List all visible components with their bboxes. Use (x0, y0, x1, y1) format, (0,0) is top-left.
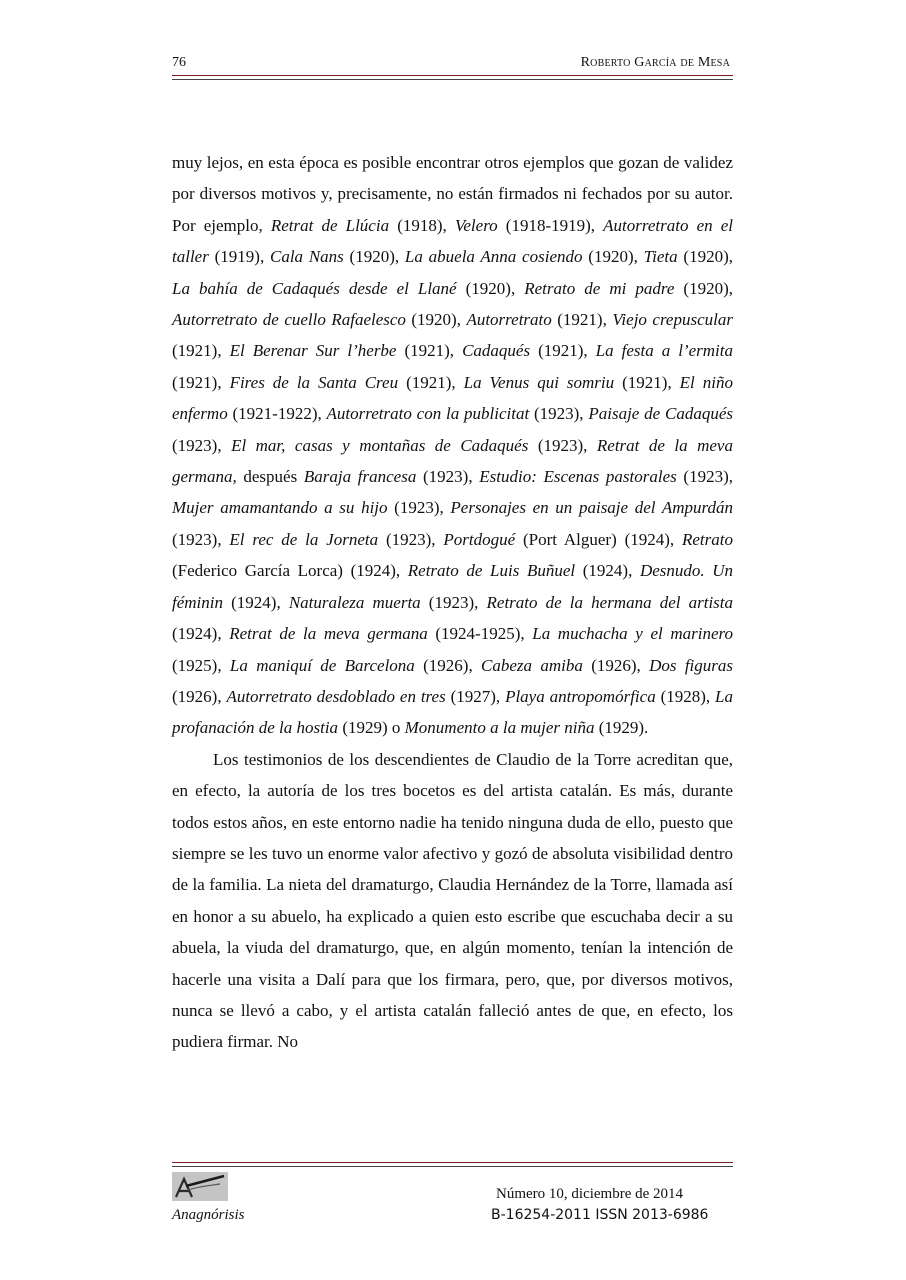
text-run: (1928), (655, 686, 716, 706)
footer-rule-bottom (172, 1166, 733, 1167)
journal-logo (172, 1172, 228, 1201)
text-run: (1929) o (338, 718, 405, 738)
artwork-title: Retrato de mi padre (524, 278, 675, 298)
text-run: (1924), (223, 592, 289, 612)
artwork-title: Mujer amamantando a su hijo (172, 498, 388, 518)
artwork-title: Cala Nans (269, 247, 344, 267)
text-run: (1923), (420, 592, 487, 612)
header-rule-top (172, 75, 733, 76)
artwork-title: Autorretrato desdoblado en tres (226, 686, 446, 706)
text-run: (1924), (172, 624, 230, 644)
text-run: (1923), (529, 404, 589, 424)
artwork-title: Autorretrato (466, 310, 552, 330)
text-run: (1921-1922), (227, 404, 327, 424)
text-run: (1921), (396, 341, 463, 361)
text-run: (1924-1925), (427, 624, 533, 644)
text-run: (1923), (172, 529, 230, 549)
text-run: (1921), (614, 372, 680, 392)
artwork-title: Autorretrato con la publicitat (326, 404, 530, 424)
text-run: (1924), (575, 561, 640, 581)
artwork-title: Autorretrato de cuello Rafaelesco (172, 310, 406, 330)
artwork-title: La bahía de Cadaqués desde el Llané (172, 278, 457, 298)
artwork-title: Estudio: Escenas pastorales (479, 467, 677, 487)
text-run: (1918), (389, 215, 455, 235)
text-run: (1920), (456, 278, 525, 298)
text-run: (1926), (582, 655, 650, 675)
body-text (172, 147, 733, 1058)
text-run: (1920), (677, 247, 734, 267)
artwork-title: Viejo crepuscular (612, 310, 733, 330)
text-run: (1923), (676, 467, 733, 487)
text-run: muy lejos, en esta época es posible encontrar otros ejemplos que gozan de validez por diversos motivos y, precisamente, no están firmados ni fechados por su autor. Por ejemplo, (172, 153, 733, 235)
artwork-title: La abuela Anna cosiendo (404, 247, 583, 267)
artwork-title: La maniquí de Barcelona (229, 655, 415, 675)
artwork-title: Playa antropomórfica (505, 686, 656, 706)
text-run: (1921), (172, 341, 230, 361)
text-run: (1923), (528, 435, 597, 455)
text-run: después (236, 467, 304, 487)
artwork-title: Retrato (682, 529, 733, 549)
artwork-title: Autorretrato en el taller (172, 215, 734, 267)
running-head-author: Roberto García de Mesa (580, 55, 730, 70)
artwork-title: Portdogué (443, 529, 516, 549)
artwork-title: El rec de la Jorneta (229, 529, 379, 549)
artwork-title: El Berenar Sur l’herbe (229, 341, 397, 361)
text-run: (1925), (172, 655, 230, 675)
text-run: (1923), (378, 529, 444, 549)
artwork-title: Retrat de la meva germana, (172, 435, 733, 487)
artwork-title: Dos figuras (649, 655, 733, 675)
text-run: (1920), (343, 247, 405, 267)
artwork-title: Desnudo. Un féminin (172, 561, 734, 612)
artwork-title: Monumento a la mujer niña (404, 718, 595, 738)
artwork-title: Baraja francesa (303, 467, 417, 487)
footer-journal-name: Anagnórisis (172, 1207, 245, 1223)
text-run: (1923), (416, 467, 480, 487)
artwork-title: Velero (454, 215, 498, 235)
text-run: (Port Alguer) (1924), (515, 529, 682, 549)
text-run: (Federico García Lorca) (1924), (172, 561, 408, 581)
paragraph-testimonies: Los testimonios de los descendientes de Claudio de la Torre acreditan que, en efecto, la autoría de los tres bocetos es del artista catalán. Es más, durante todos estos años, en este entorno nadie ha tenido ninguna duda de ello, puesto que siempre se les tuvo un enorme valor afectivo y gozó de absoluta visibilidad dentro de la familia. La nieta del dramaturgo, Claudia Hernández de la Torre, llamada así en honor a su abuelo, ha explicado a quien esto escribe que escuchaba decir a su abuela, la viuda del dramaturgo, que, en algún momento, tenían la intención de hacerle una visita a Dalí para que los firmara, pero, que, por diversos motivos, nunca se llevó a cabo, y el artista catalán falleció antes de que, en efecto, los pudiera firmar. No (172, 749, 733, 1052)
artwork-title: Tieta (643, 247, 678, 267)
text-run: (1920), (405, 310, 467, 330)
footer-rule-top (172, 1162, 733, 1163)
text-run: (1921), (172, 372, 230, 392)
footer-issn: B-16254-2011 ISSN 2013-6986 (491, 1207, 709, 1223)
text-run: (1923), (387, 498, 451, 518)
text-run: (1921), (530, 341, 596, 361)
artwork-title: Personajes en un paisaje del Ampurdán (450, 498, 733, 518)
text-run: (1919), (208, 247, 270, 267)
artwork-title: La profanación de la hostia (172, 686, 734, 738)
artwork-title: La muchacha y el marinero (532, 624, 733, 644)
artwork-title: Cabeza amiba (481, 655, 583, 675)
artwork-title: Retrato de la hermana del artista (486, 592, 734, 612)
text-run: (1926), (414, 655, 482, 675)
paragraph-artworks (172, 147, 733, 744)
artwork-title: Retrat de Llúcia (270, 215, 390, 235)
text-run: (1918-1919), (497, 215, 604, 235)
text-run: (1920), (674, 278, 733, 298)
text-run: (1927), (445, 686, 506, 706)
artwork-title: Naturaleza muerta (288, 592, 421, 612)
text-run: (1921), (551, 310, 613, 330)
footer-issue: Número 10, diciembre de 2014 (496, 1186, 684, 1202)
text-run: (1921), (398, 372, 464, 392)
text-run: (1929). (594, 718, 649, 738)
artwork-title: Cadaqués (462, 341, 531, 361)
artwork-title: El niño enfermo (172, 372, 733, 424)
artwork-title: Retrat de la meva germana (229, 624, 428, 644)
text-run: (1920), (582, 247, 644, 267)
artwork-title: La festa a l’ermita (595, 341, 733, 361)
artwork-title: La Venus qui somriu (463, 372, 615, 392)
artwork-title: Fires de la Santa Creu (229, 372, 399, 392)
header-rule-bottom (172, 79, 733, 80)
text-run: (1923), (172, 435, 232, 455)
artwork-title: Retrato de Luis Buñuel (407, 561, 576, 581)
text-run: (1926), (172, 686, 227, 706)
artwork-title: El mar, casas y montañas de Cadaqués (231, 435, 529, 455)
page-number: 76 (172, 55, 186, 70)
artwork-title: Paisaje de Cadaqués (588, 404, 733, 424)
